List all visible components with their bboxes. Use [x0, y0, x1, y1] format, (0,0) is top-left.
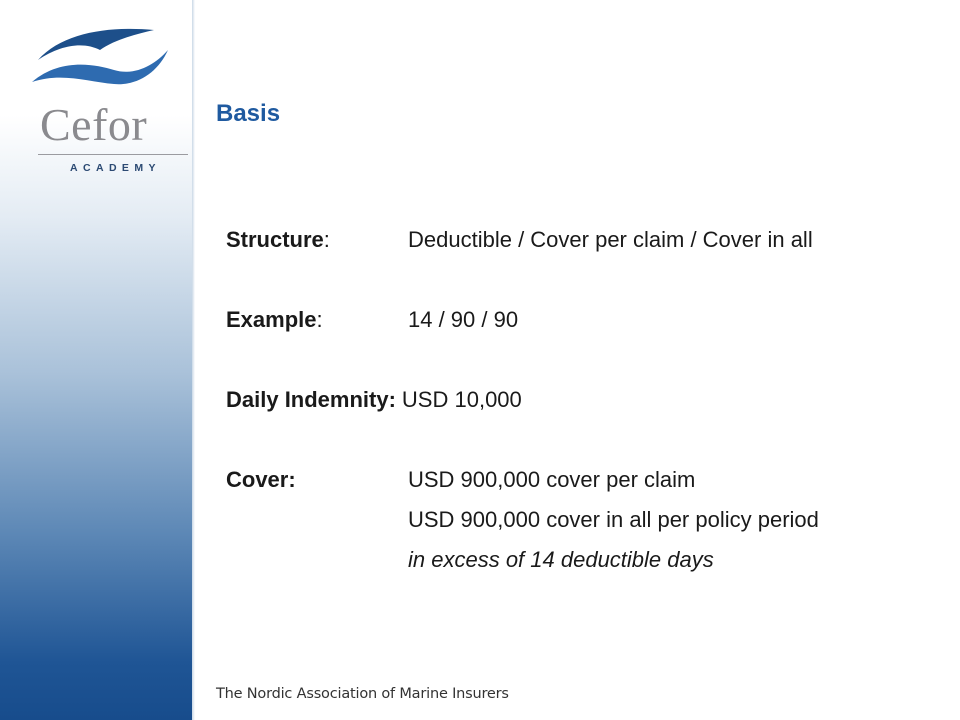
daily-indemnity-label: Daily Indemnity: [226, 387, 396, 412]
daily-indemnity-row [226, 380, 946, 420]
logo-wordmark: Cefor [40, 99, 148, 150]
footer-text: The Nordic Association of Marine Insurers [216, 686, 509, 702]
example-row [226, 300, 946, 340]
structure-label: Structure: [226, 227, 330, 252]
structure-row [226, 220, 946, 260]
cover-row-3 [226, 540, 946, 580]
structure-value: Deductible / Cover per claim / Cover in all [408, 227, 813, 252]
logo-subline: ACADEMY [70, 162, 161, 174]
cover-row-2 [226, 500, 946, 540]
cover-row [226, 460, 946, 500]
cover-line: USD 900,000 cover in all per policy period [408, 507, 819, 532]
example-label: Example: [226, 307, 323, 332]
cefor-logo [18, 20, 176, 174]
example-value: 14 / 90 / 90 [408, 307, 519, 332]
logo-rule [38, 154, 188, 155]
cover-line: in excess of 14 deductible days [408, 547, 714, 572]
cover-line: USD 900,000 cover per claim [408, 467, 696, 492]
daily-indemnity-value: USD 10,000 [401, 387, 522, 412]
slide-title: Basis [216, 100, 281, 127]
sidebar-divider [192, 0, 195, 720]
cover-label: Cover: [226, 467, 296, 492]
wave-logo-icon [18, 20, 176, 100]
slide-content [226, 220, 946, 580]
